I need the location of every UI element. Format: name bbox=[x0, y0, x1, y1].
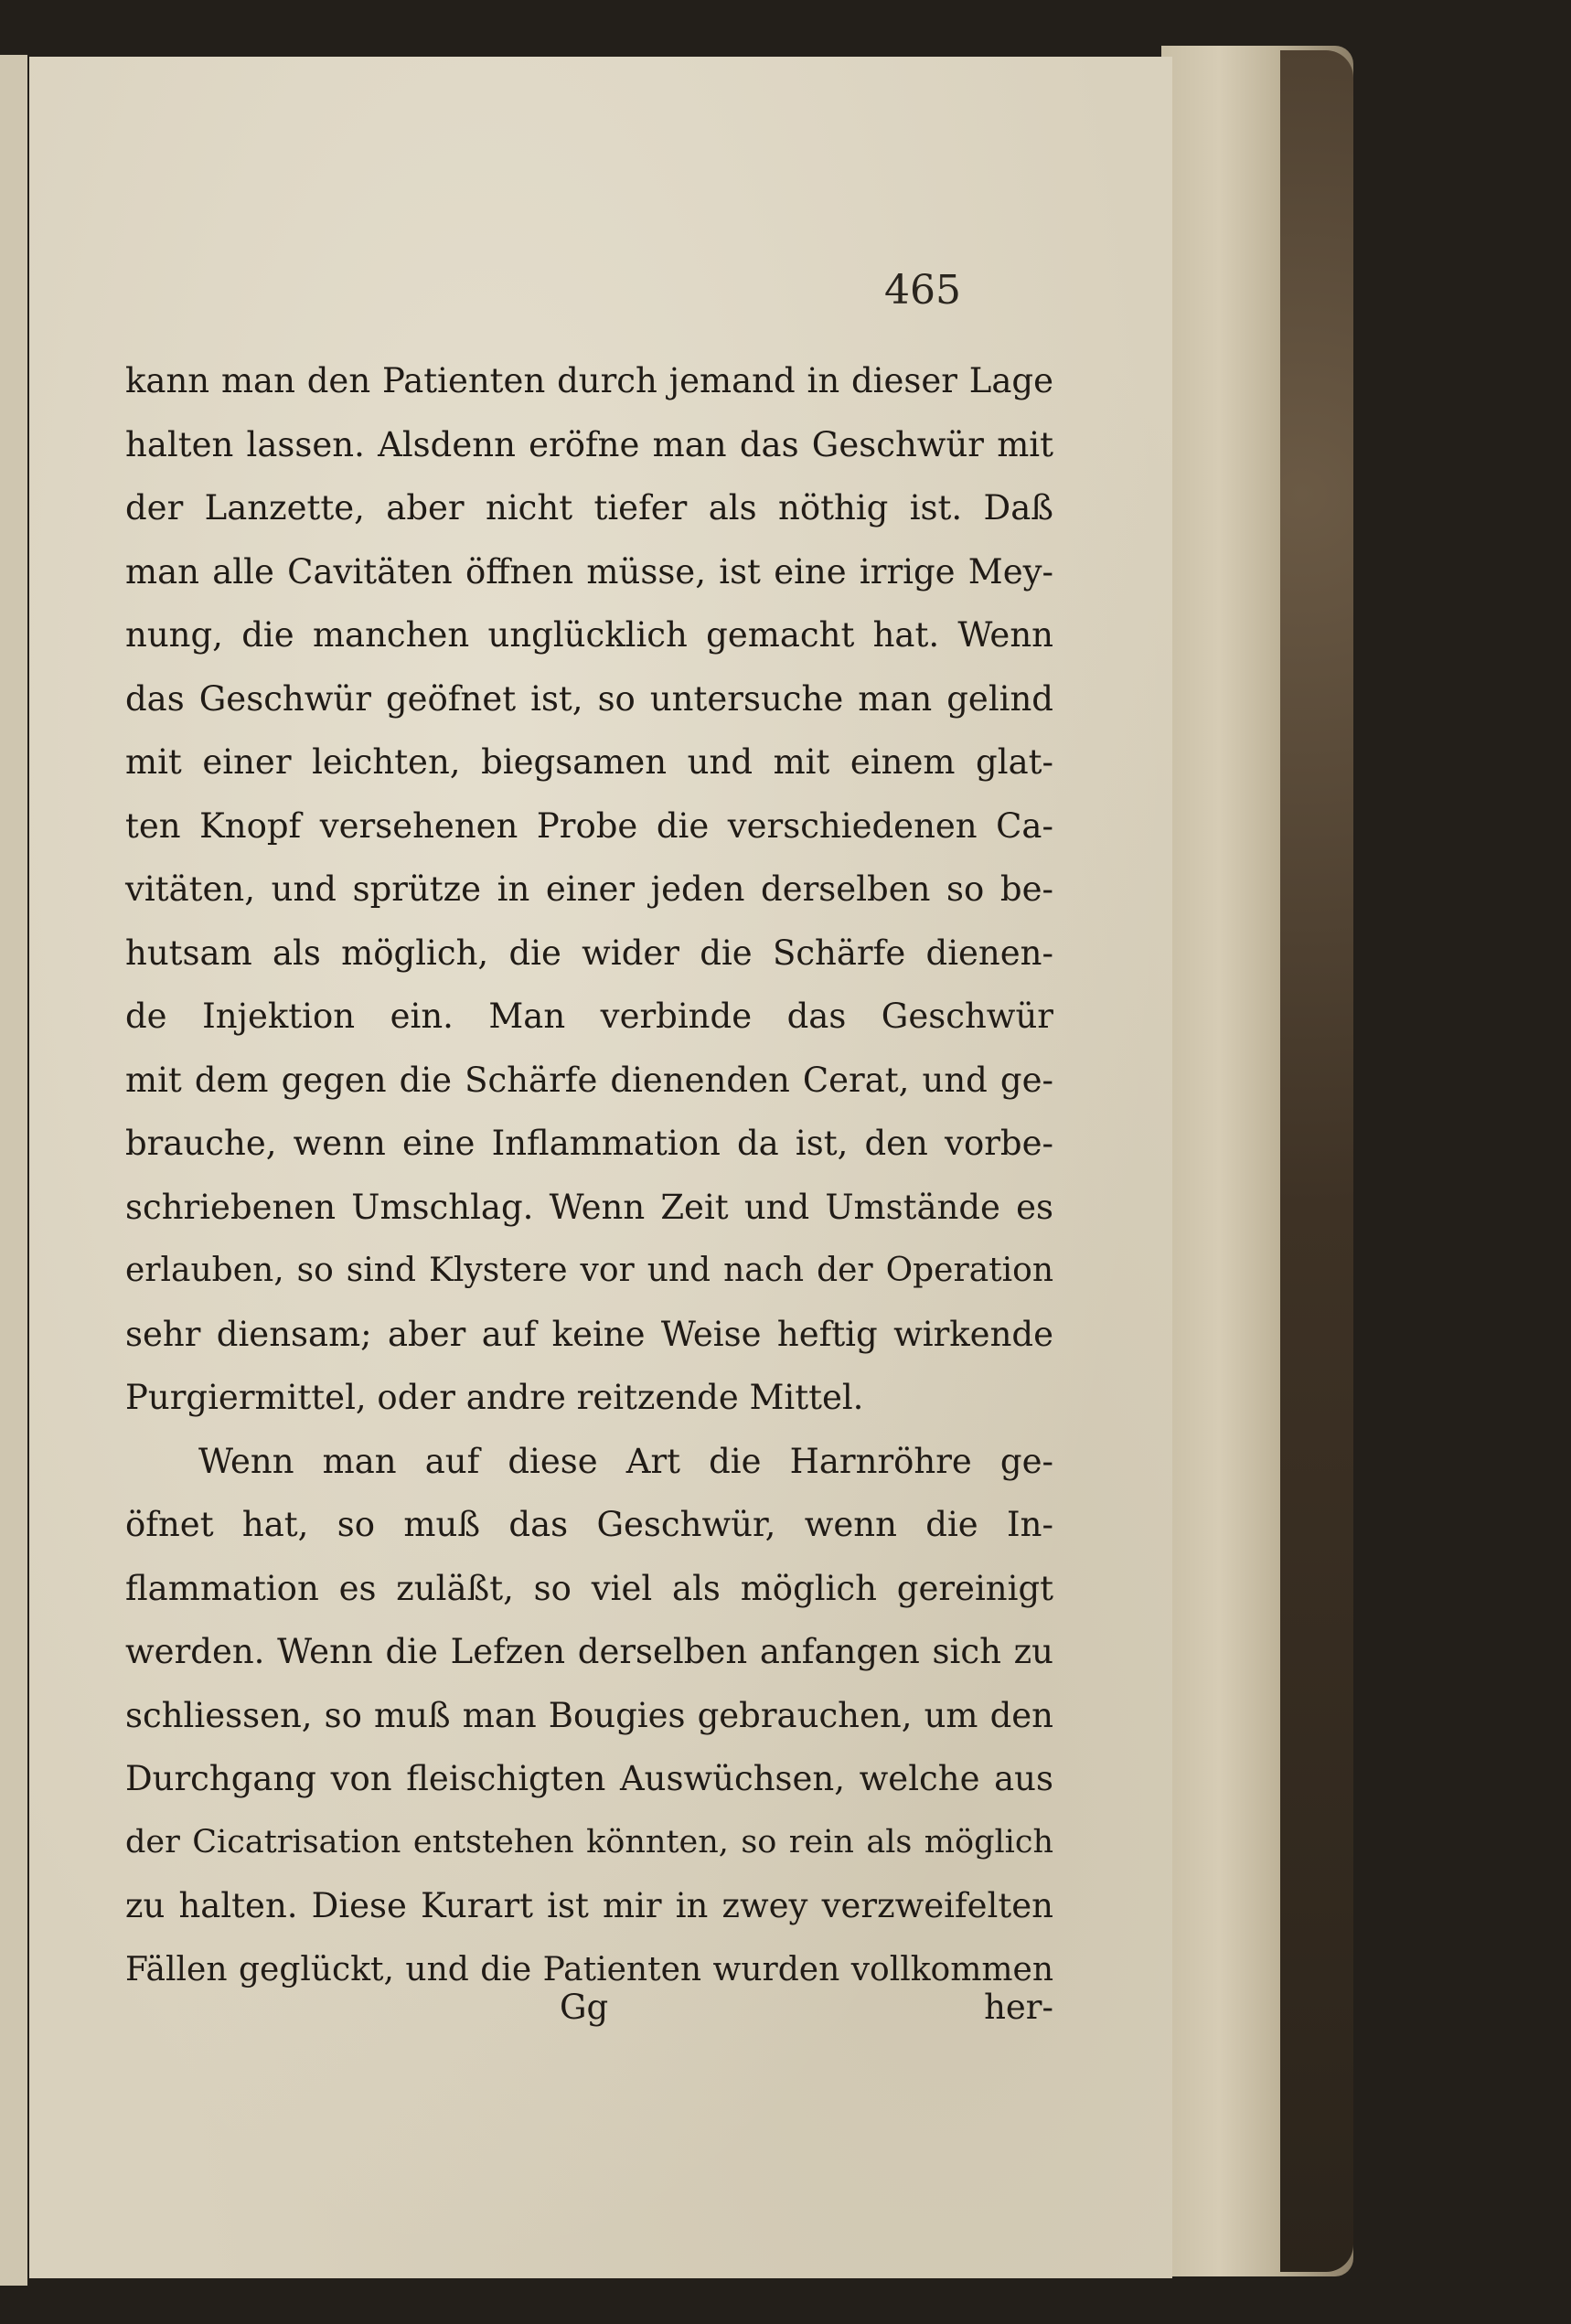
text-line: de Injektion ein. Man verbinde das Geschwür bbox=[125, 997, 1053, 1036]
text-line: der Lanzette, aber nicht tiefer als nöthig ist. Daß bbox=[125, 488, 1053, 528]
text-line: nung, die manchen unglücklich gemacht hat. Wenn bbox=[125, 615, 1053, 655]
text-line: mit einer leichten, biegsamen und mit einem glat- bbox=[125, 742, 1053, 782]
text-line: werden. Wenn die Lefzen derselben anfangen sich zu bbox=[125, 1632, 1053, 1671]
text-line: der Cicatrisation entstehen könnten, so rein als möglich bbox=[125, 1823, 1053, 1860]
text-line: man alle Cavitäten öffnen müsse, ist eine irrige Mey- bbox=[125, 551, 1053, 592]
text-line: sehr diensam; aber auf keine Weise heftig wirkende bbox=[125, 1314, 1053, 1354]
text-line: flammation es zuläßt, so viel als möglich gereinigt bbox=[125, 1568, 1053, 1608]
page-number: 465 bbox=[884, 267, 961, 314]
text-line: mit dem gegen die Schärfe dienenden Cerat, und ge- bbox=[125, 1060, 1053, 1100]
body-text bbox=[125, 349, 1053, 2001]
text-line: ten Knopf versehenen Probe die verschiedenen Ca- bbox=[125, 805, 1053, 846]
page-footer bbox=[125, 1988, 1053, 2052]
book-page bbox=[29, 57, 1172, 2278]
text-line: hutsam als möglich, die wider die Schärfe dienen- bbox=[125, 933, 1053, 973]
text-line: Purgiermittel, oder andre reitzende Mittel. bbox=[125, 1378, 864, 1417]
text-line: schliessen, so muß man Bougies gebrauchen, um den bbox=[125, 1695, 1053, 1735]
text-line: kann man den Patienten durch jemand in dieser Lage bbox=[125, 361, 1053, 400]
text-line: brauche, wenn eine Inflammation da ist, den vorbe- bbox=[125, 1124, 1053, 1163]
left-page-edge bbox=[0, 55, 27, 2286]
text-line: zu halten. Diese Kurart ist mir in zwey verzweifelten bbox=[125, 1886, 1053, 1925]
text-line: öfnet hat, so muß das Geschwür, wenn die In- bbox=[125, 1505, 1053, 1544]
paragraph-first-line: Wenn man auf diese Art die Harnröhre ge- bbox=[198, 1441, 1053, 1481]
catchword: her- bbox=[984, 1988, 1053, 2027]
book-cover bbox=[1280, 50, 1353, 2272]
text-line: das Geschwür geöfnet ist, so untersuche man gelind bbox=[125, 678, 1053, 719]
signature-mark: Gg bbox=[560, 1988, 609, 2027]
text-line: erlauben, so sind Klystere vor und nach der Operation bbox=[125, 1252, 1053, 1289]
text-line: vitäten, und sprütze in einer jeden derselben so be- bbox=[125, 869, 1053, 909]
text-line: Durchgang von fleischigten Auswüchsen, welche aus bbox=[125, 1759, 1053, 1798]
text-line: schriebenen Umschlag. Wenn Zeit und Umstände es bbox=[125, 1187, 1053, 1227]
text-line: Fällen geglückt, und die Patienten wurden vollkommen bbox=[125, 1950, 1053, 1988]
text-line: halten lassen. Alsdenn eröfne man das Geschwür mit bbox=[125, 424, 1053, 464]
